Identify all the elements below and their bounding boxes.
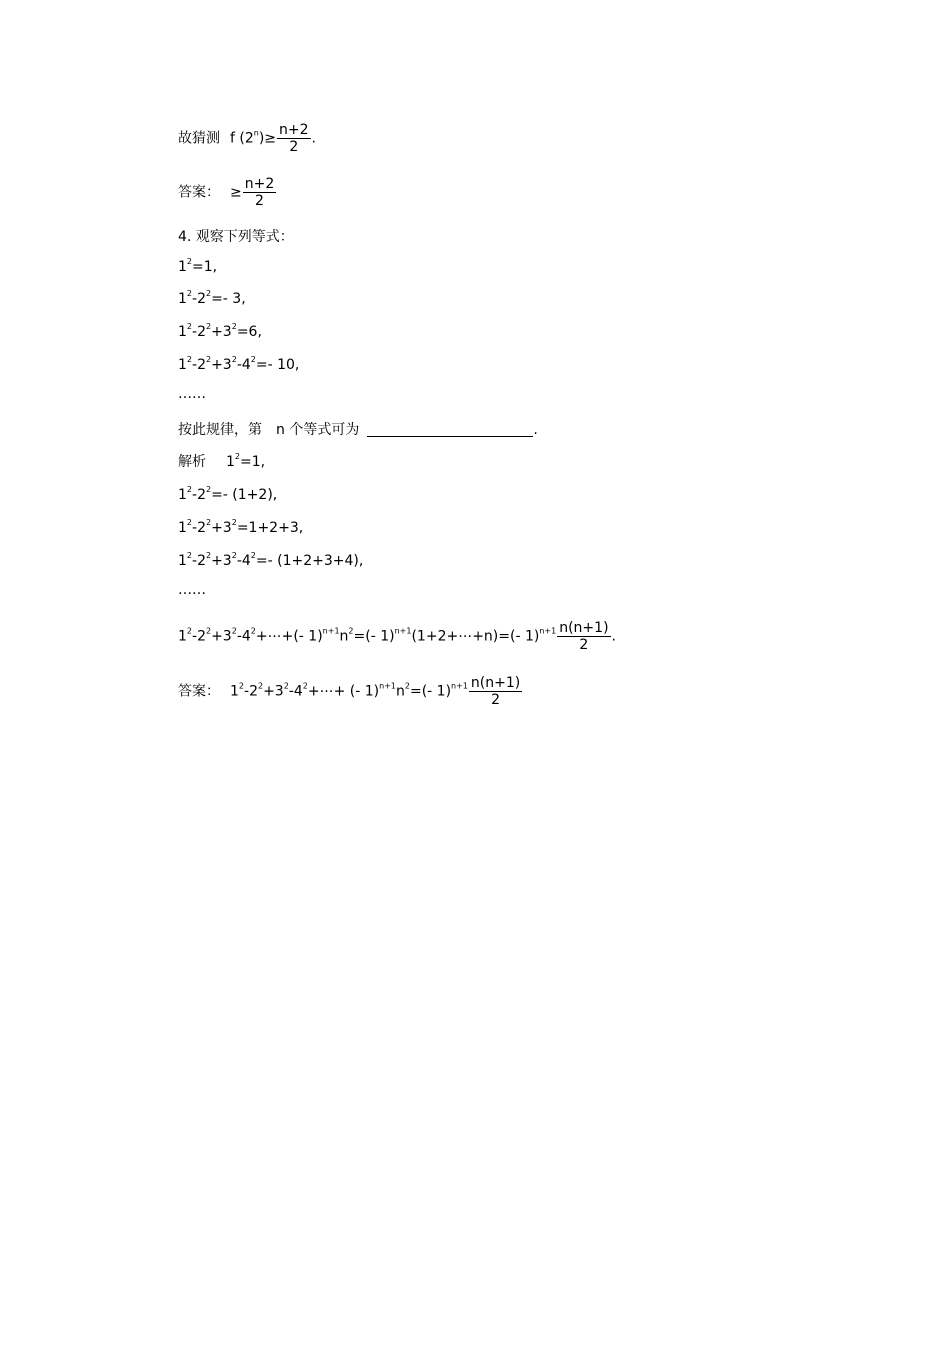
intro-frac-den: 2 xyxy=(289,139,299,155)
answer-blank xyxy=(367,422,533,437)
intro-frac-num: n+2 xyxy=(279,122,309,138)
solution-fraction xyxy=(557,620,610,653)
eq-exp: 2 xyxy=(186,322,193,331)
solution-line-4 xyxy=(178,552,363,570)
eq-exp: 2 xyxy=(302,681,308,691)
answer1-frac-num: n+2 xyxy=(244,176,275,192)
eq-exp: 2 xyxy=(231,355,237,364)
eq-exp: n+1 xyxy=(394,626,412,636)
eq-term: 1 xyxy=(226,454,235,470)
eq-exp: 2 xyxy=(231,551,237,560)
answer1-fraction xyxy=(243,176,277,209)
intro-label: 故猜测 xyxy=(178,130,220,147)
eq-term: (1+2+⋯+n)=(- 1) xyxy=(411,628,540,645)
eq-exp: n+1 xyxy=(539,626,557,636)
eq-exp: 2 xyxy=(234,452,241,461)
eq-term: 1 xyxy=(178,324,187,340)
eq-term: -4 xyxy=(236,357,251,373)
eq-exp: 2 xyxy=(205,289,212,298)
intro-f-close: )≥ xyxy=(258,130,277,147)
frac-num: n(n+1) xyxy=(559,620,609,636)
eq-term: -2 xyxy=(192,628,206,645)
eq-term: 1 xyxy=(178,520,187,536)
answer1-label: 答案： xyxy=(178,184,220,201)
answer1-line xyxy=(178,176,277,209)
eq-exp: 2 xyxy=(231,626,237,636)
problem-eq-2 xyxy=(178,290,246,308)
prompt-text-n: n 个等式可为 xyxy=(276,422,360,438)
eq-term: -2 xyxy=(192,324,206,340)
eq-exp: 2 xyxy=(186,289,193,298)
eq-exp: 2 xyxy=(186,257,193,266)
eq-exp: 2 xyxy=(257,681,264,691)
eq-term: +⋯+ (- 1) xyxy=(307,683,380,700)
eq-term: +3 xyxy=(211,324,232,340)
intro-line xyxy=(178,122,316,155)
eq-term: +3 xyxy=(211,553,232,569)
eq-term: -2 xyxy=(192,357,206,373)
eq-term: +3 xyxy=(211,520,232,536)
eq-rest: =- (1+2), xyxy=(211,487,278,503)
eq-exp: 2 xyxy=(250,626,256,636)
answer2-fraction xyxy=(469,675,522,708)
eq-term: =(- 1) xyxy=(353,628,395,645)
eq-term: -2 xyxy=(192,487,206,503)
eq-exp: 2 xyxy=(186,626,193,636)
eq-exp: 2 xyxy=(205,355,212,364)
problem-prompt xyxy=(178,421,538,439)
eq-exp: 2 xyxy=(283,681,289,691)
eq-term: +3 xyxy=(211,628,232,645)
intro-f-exp: n xyxy=(253,128,259,138)
eq-term: -2 xyxy=(192,520,206,536)
eq-exp: n+1 xyxy=(379,681,396,691)
eq-term: -2 xyxy=(244,683,258,700)
answer2-line xyxy=(178,675,523,708)
eq-term: -4 xyxy=(236,628,251,645)
eq-term: -2 xyxy=(192,553,206,569)
problem-title: 4. 观察下列等式： xyxy=(178,229,294,245)
eq-exp: 2 xyxy=(231,322,237,331)
problem-eq-4 xyxy=(178,356,299,374)
eq-term: 1 xyxy=(178,291,187,307)
intro-f-open: f (2 xyxy=(230,130,254,147)
answer2-label: 答案： xyxy=(178,683,220,700)
eq-exp: 2 xyxy=(404,681,410,691)
eq-exp: 2 xyxy=(205,518,212,527)
eq-term: -4 xyxy=(288,683,303,700)
intro-tail: . xyxy=(311,130,316,147)
eq-exp: 2 xyxy=(231,518,237,527)
eq-exp: 2 xyxy=(250,551,256,560)
eq-exp: 2 xyxy=(205,626,212,636)
eq-term: =(- 1) xyxy=(409,683,452,700)
answer1-frac-den: 2 xyxy=(255,193,264,209)
eq-term: +3 xyxy=(211,357,232,373)
solution-line-2 xyxy=(178,486,277,504)
eq-exp: 2 xyxy=(205,551,212,560)
eq-term: +3 xyxy=(263,683,284,700)
intro-fraction xyxy=(277,122,311,155)
eq-term: 1 xyxy=(178,628,187,645)
eq-exp: 2 xyxy=(250,355,256,364)
eq-rest: =1, xyxy=(240,454,266,470)
eq-term: 1 xyxy=(178,487,187,503)
eq-exp: 2 xyxy=(348,626,354,636)
eq-term: 1 xyxy=(178,357,187,373)
eq-term: n xyxy=(396,683,405,700)
solution-label: 解析 xyxy=(178,454,206,470)
eq-rest: . xyxy=(611,628,616,645)
prompt-end: . xyxy=(533,422,538,438)
eq-term: 1 xyxy=(178,259,187,275)
frac-den: 2 xyxy=(579,637,589,653)
eq-exp: n+1 xyxy=(451,681,468,691)
eq-rest: =- 10, xyxy=(255,357,300,373)
problem-ellipsis: …… xyxy=(178,386,206,402)
eq-exp: 2 xyxy=(238,681,245,691)
frac-num: n(n+1) xyxy=(470,675,521,691)
eq-rest: =- 3, xyxy=(211,291,246,307)
prompt-text-a: 按此规律，第 xyxy=(178,422,262,438)
eq-term: -2 xyxy=(192,291,206,307)
eq-term: -4 xyxy=(236,553,251,569)
eq-term: 1 xyxy=(178,553,187,569)
eq-rest: =1+2+3, xyxy=(236,520,304,536)
eq-rest: =6, xyxy=(236,324,262,340)
problem-eq-3 xyxy=(178,323,262,341)
eq-rest: =- (1+2+3+4), xyxy=(255,553,364,569)
eq-exp: 2 xyxy=(186,355,193,364)
eq-term: n xyxy=(339,628,349,645)
frac-den: 2 xyxy=(491,692,501,708)
eq-exp: 2 xyxy=(205,485,212,494)
eq-term: 1 xyxy=(230,683,239,700)
solution-ellipsis: …… xyxy=(178,582,206,598)
solution-general xyxy=(178,620,616,653)
eq-exp: 2 xyxy=(186,551,193,560)
eq-exp: 2 xyxy=(186,485,193,494)
problem-eq-1 xyxy=(178,258,217,276)
eq-exp: 2 xyxy=(205,322,212,331)
eq-exp: n+1 xyxy=(322,626,340,636)
solution-line-3 xyxy=(178,519,303,537)
solution-first-line xyxy=(178,453,265,471)
eq-rest: =1, xyxy=(192,259,218,275)
eq-exp: 2 xyxy=(186,518,193,527)
eq-term: +⋯+(- 1) xyxy=(255,628,323,645)
answer1-geq: ≥ xyxy=(230,184,242,201)
